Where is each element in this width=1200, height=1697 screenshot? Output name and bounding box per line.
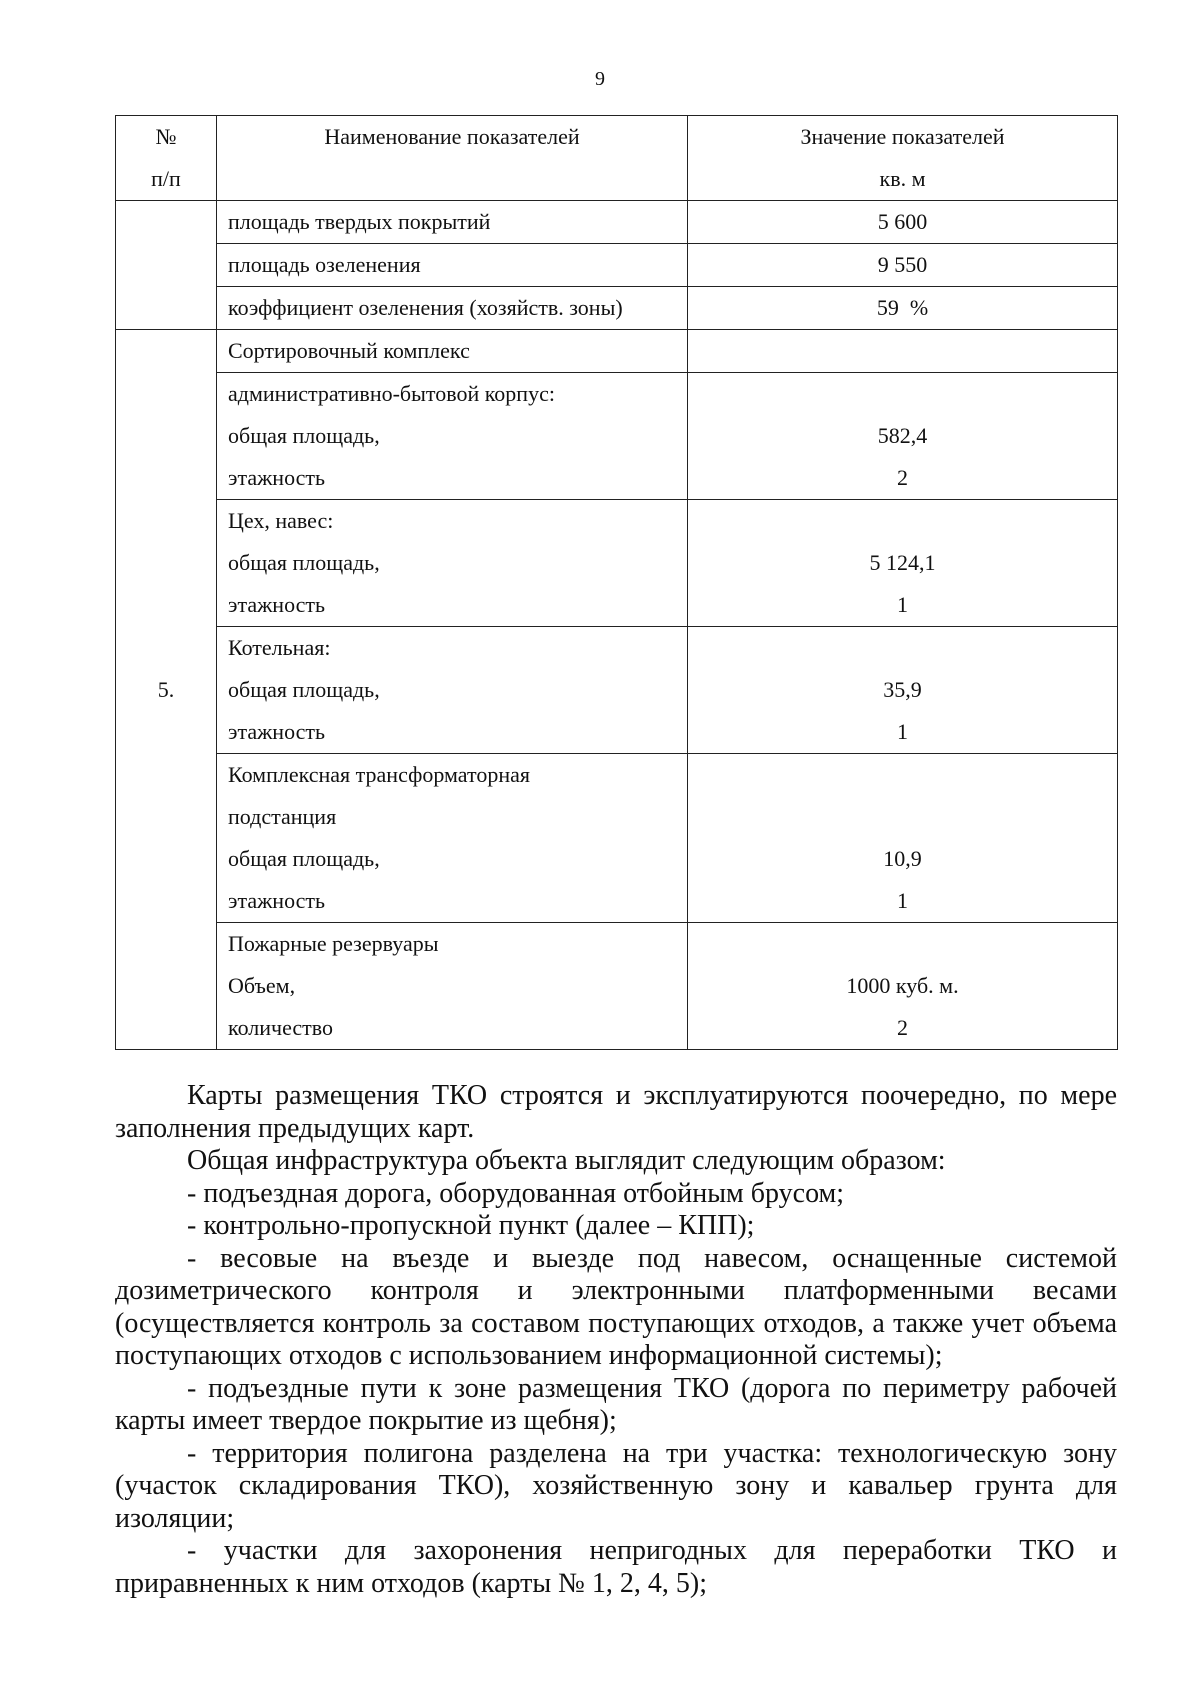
header-num: № п/п — [116, 116, 217, 201]
list-item: - территория полигона разделена на три участка: технологическую зону (участок складирования ТКО), хозяйственную зону и кавальер грунта для изоляции; — [115, 1437, 1117, 1534]
row-name: общая площадь, — [228, 677, 380, 702]
row-value: 35,9 — [883, 677, 922, 702]
row-value: 5 124,1 — [869, 550, 936, 575]
paragraph: Общая инфраструктура объекта выглядит следующим образом: — [187, 1145, 946, 1176]
table-row — [116, 201, 1118, 244]
row-name: общая площадь, — [228, 846, 380, 871]
row-name: общая площадь, — [228, 423, 380, 448]
row-value: 1 — [897, 888, 908, 913]
row-value — [688, 754, 1117, 796]
list-item: - участки для захоронения непригодных для переработки ТКО и приравненных к ним отходов (карты № 1, 2, 4, 5); — [115, 1535, 1117, 1599]
row-value: 1 — [897, 719, 908, 744]
row-number-empty — [116, 201, 217, 330]
header-value: Значение показателей кв. м — [688, 116, 1118, 201]
row-value: 2 — [897, 1015, 908, 1040]
indicators-table — [115, 115, 1118, 1050]
row-name: этажность — [228, 719, 326, 744]
table-row — [116, 754, 1118, 923]
row-value — [688, 330, 1117, 372]
table-row — [116, 244, 1118, 287]
header-name: Наименование показателей — [217, 116, 688, 201]
row-value: 5 600 — [877, 209, 928, 234]
list-item: - подъездные пути к зоне размещения ТКО (дорога по периметру рабочей карты имеет твердое покрытие из щебня); — [115, 1372, 1117, 1436]
row-name: Котельная: — [228, 635, 331, 660]
row-name: количество — [228, 1015, 334, 1040]
row-name: этажность — [228, 888, 326, 913]
table-row — [116, 287, 1118, 330]
table-row — [116, 373, 1118, 500]
row-value: 9 550 — [877, 252, 928, 277]
row-name: общая площадь, — [228, 550, 380, 575]
row-name: Комплексная трансформаторная — [228, 762, 530, 787]
table-row — [116, 923, 1118, 1050]
row-value: 2 — [897, 465, 908, 490]
row-name: площадь твердых покрытий — [228, 209, 491, 234]
row-value — [688, 796, 1117, 838]
row-name: Цех, навес: — [228, 508, 334, 533]
row-value — [688, 373, 1117, 415]
table-header-row — [116, 116, 1118, 201]
page-number: 9 — [595, 68, 605, 90]
body-text — [115, 1080, 1117, 1600]
row-value: 10,9 — [883, 846, 922, 871]
row-name: коэффициент озеленения (хозяйств. зоны) — [228, 295, 623, 320]
row-name: Объем, — [228, 973, 296, 998]
list-item: - весовые на въезде и выезде под навесом, оснащенные системой дозиметрического контроля и электронными платформенными весами (осуществляется контроль за составом поступающих отходов, а также учет объема поступающих отходов с использованием информационной системы); — [115, 1242, 1117, 1371]
list-item: - подъездная дорога, оборудованная отбойным брусом; — [187, 1177, 845, 1209]
row-value: 1 — [897, 592, 908, 617]
table-row — [116, 500, 1118, 627]
row-number: 5. — [116, 330, 217, 1050]
row-name: Сортировочный комплекс — [228, 338, 470, 363]
list-item: - контрольно-пропускной пункт (далее – КПП); — [187, 1210, 755, 1241]
row-name: Пожарные резервуары — [228, 931, 439, 956]
row-name: этажность — [228, 592, 326, 617]
row-name: площадь озеленения — [228, 252, 421, 277]
row-value — [688, 627, 1117, 669]
row-value: 1000 куб. м. — [846, 973, 959, 998]
row-value: 582,4 — [877, 423, 928, 448]
row-name: административно-бытовой корпус: — [228, 381, 555, 406]
table-row — [116, 330, 1118, 373]
row-name: подстанция — [228, 804, 337, 829]
paragraph: Карты размещения ТКО строятся и эксплуатируются поочередно, по мере заполнения предыдущих карт. — [115, 1080, 1117, 1144]
table-row — [116, 627, 1118, 754]
row-value: 59 % — [876, 295, 929, 320]
row-name: этажность — [228, 465, 326, 490]
row-value — [688, 500, 1117, 542]
row-value — [688, 923, 1117, 965]
